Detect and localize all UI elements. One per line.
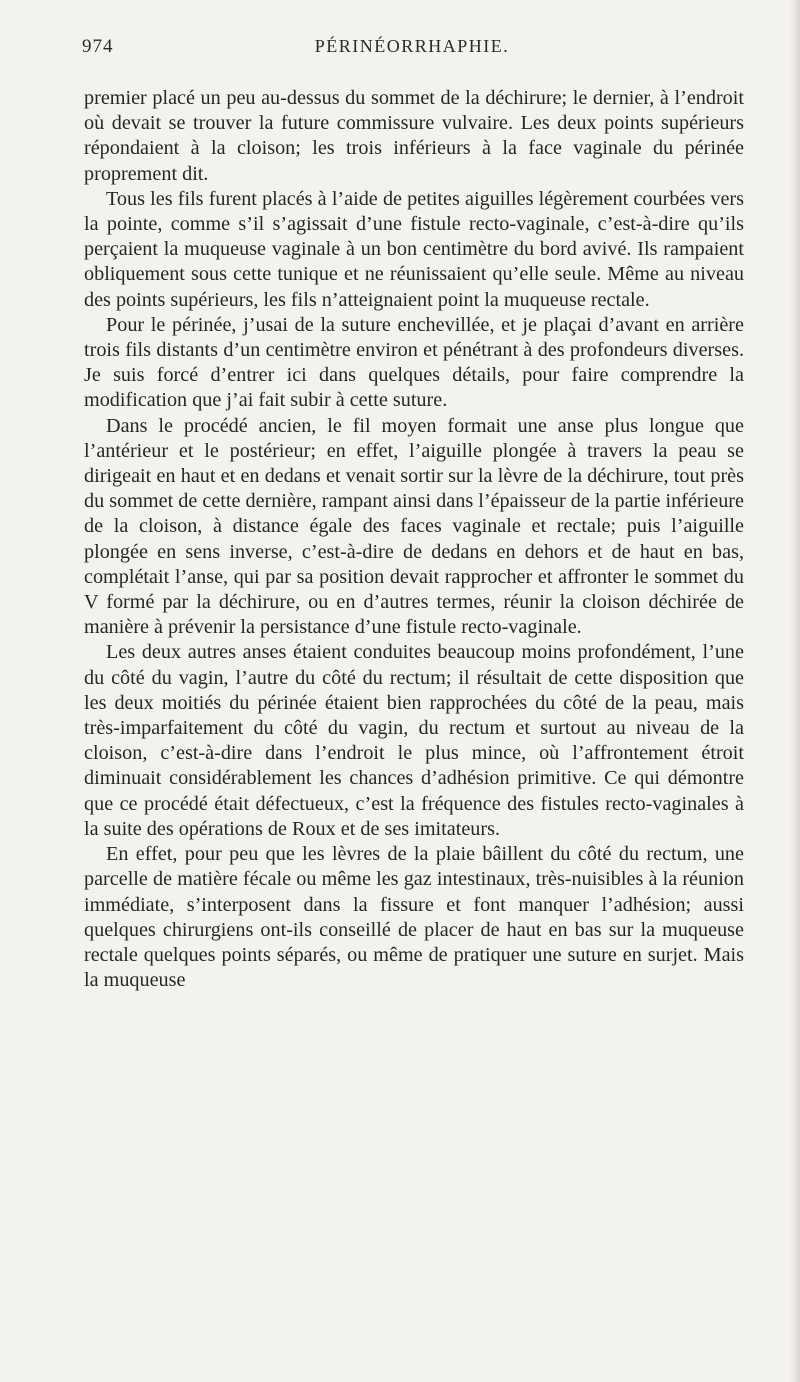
paragraph: Les deux autres anses étaient conduites beaucoup moins profondément, l’une du côté du vagin, l’autre du côté du rectum; il résultait de cette disposition que les deux moitiés du périnée étaient bien rapprochées du côté de la peau, mais très-imparfaitement du côté du vagin, du rectum et surtout au niveau de la cloison, c’est-à-dire dans l’endroit le plus mince, où l’affrontement étroit diminuait considérablement les chances d’adhésion primitive. Ce qui démontre que ce procédé était défectueux, c’est la fréquence des fistules recto-vaginales à la suite des opérations de Roux et de ses imitateurs. [84,641,744,840]
paragraph: Dans le procédé ancien, le fil moyen formait une anse plus longue que l’antérieur et le postérieur; en effet, l’aiguille plongée à travers la peau se dirigeait en haut et en dedans et venait sortir sur la lèvre de la déchirure, tout près du sommet de cette dernière, rampant ainsi dans l’épaisseur de la partie inférieure de la cloison, à distance égale des faces vaginale et rectale; puis l’aiguille plongée en sens inverse, c’est-à-dire de dedans en dehors et de haut en bas, complétait l’anse, qui par sa position devait rapprocher et affronter le sommet du V formé par la déchirure, ou en d’autres termes, réunir la cloison déchirée de manière à prévenir la persistance d’une fistule recto-vaginale. [84,414,744,639]
paragraph: premier placé un peu au-dessus du sommet de la déchirure; le dernier, à l’endroit où devait se trouver la future commissure vulvaire. Les deux points supérieurs répondaient à la cloison; les trois inférieurs à la face vaginale du périnée proprement dit. [84,87,744,185]
page-edge-shadow [790,0,800,1382]
running-title: PÉRINÉORRHAPHIE. [314,36,510,56]
paragraph: Tous les fils furent placés à l’aide de petites aiguilles légèrement courbées vers la pointe, comme s’il s’agissait d’une fistule recto-vaginale, c’est-à-dire qu’ils perçaient la muqueuse vaginale à un bon centimètre du bord avivé. Ils rampaient obliquement sous cette tunique et ne réunissaient qu’elle seule. Même au niveau des points supérieurs, les fils n’atteignaient point la muqueuse rectale. [84,187,744,311]
body-text [84,86,744,993]
paragraph: Pour le périnée, j’usai de la suture enchevillée, et je plaçai d’avant en arrière trois fils distants d’un centimètre environ et pénétrant à des profondeurs diverses. Je suis forcé d’entrer ici dans quelques détails, pour faire comprendre la modification que j’ai fait subir à cette suture. [84,313,744,412]
page-number: 974 [82,36,114,57]
page-header [82,36,742,62]
paragraph: En effet, pour peu que les lèvres de la plaie bâillent du côté du rectum, une parcelle de matière fécale ou même les gaz intestinaux, très-nuisibles à la réunion immédiate, s’interposent dans la fissure et font manquer l’adhésion; aussi quelques chirurgiens ont-ils conseillé de placer de haut en bas sur la muqueuse rectale quelques points séparés, ou même de pratiquer une suture en surjet. Mais la muqueuse [84,843,744,992]
